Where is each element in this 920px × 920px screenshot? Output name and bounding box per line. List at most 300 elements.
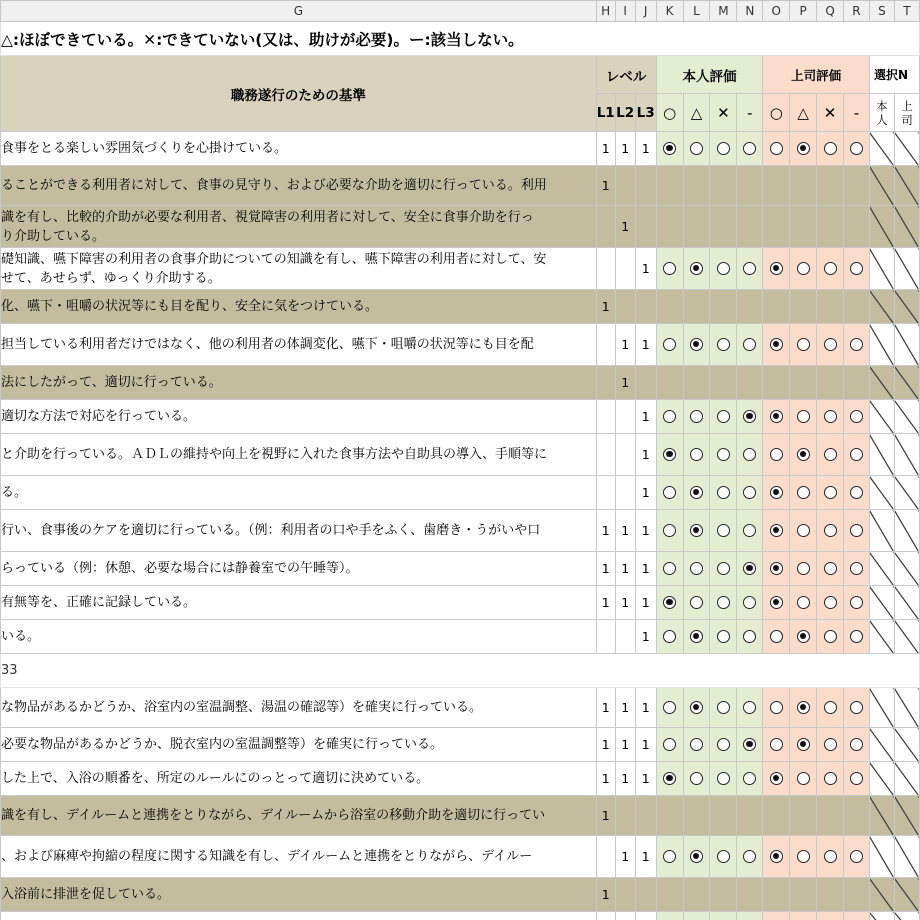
level-1-cell[interactable] xyxy=(596,434,615,476)
boss-eval-cell[interactable] xyxy=(817,586,844,620)
self-eval-radio[interactable] xyxy=(743,338,756,351)
criteria-text[interactable] xyxy=(1,366,597,400)
criteria-text[interactable] xyxy=(1,728,597,762)
boss-eval-cell[interactable] xyxy=(844,166,870,206)
self-eval-radio[interactable] xyxy=(743,772,756,785)
self-eval-cell[interactable] xyxy=(683,688,710,728)
self-eval-radio[interactable] xyxy=(743,562,756,575)
boss-eval-radio[interactable] xyxy=(824,338,837,351)
boss-eval-radio[interactable] xyxy=(824,738,837,751)
self-mark-partial[interactable]: △ xyxy=(683,94,710,132)
boss-eval-header[interactable]: 上司評価 xyxy=(763,56,870,94)
self-eval-radio[interactable] xyxy=(717,562,730,575)
level-3-cell[interactable]: 1 xyxy=(635,324,656,366)
self-eval-cell[interactable] xyxy=(710,476,737,510)
select-no-cell[interactable] xyxy=(894,688,919,728)
self-eval-radio[interactable] xyxy=(663,262,676,275)
boss-eval-radio[interactable] xyxy=(797,524,810,537)
self-eval-cell[interactable] xyxy=(656,510,683,552)
criteria-text[interactable] xyxy=(1,510,597,552)
criteria-text[interactable] xyxy=(1,796,597,836)
level-1-cell[interactable] xyxy=(596,476,615,510)
boss-eval-cell[interactable] xyxy=(790,762,817,796)
boss-eval-cell[interactable] xyxy=(844,434,870,476)
boss-eval-radio[interactable] xyxy=(824,262,837,275)
self-eval-cell[interactable] xyxy=(683,434,710,476)
self-eval-radio[interactable] xyxy=(743,630,756,643)
col-header-J[interactable]: J xyxy=(635,1,656,22)
self-eval-radio[interactable] xyxy=(743,142,756,155)
self-eval-cell[interactable] xyxy=(683,166,710,206)
select-no-cell[interactable] xyxy=(869,552,894,586)
level-2-cell[interactable]: 1 xyxy=(615,728,635,762)
boss-eval-radio[interactable] xyxy=(770,448,783,461)
select-no-cell[interactable] xyxy=(869,728,894,762)
level-3-cell[interactable]: 1 xyxy=(635,620,656,654)
self-eval-cell[interactable] xyxy=(710,762,737,796)
self-eval-cell[interactable] xyxy=(656,324,683,366)
self-eval-header[interactable]: 本人評価 xyxy=(656,56,763,94)
boss-eval-cell[interactable] xyxy=(790,434,817,476)
select-no-cell[interactable] xyxy=(894,366,919,400)
boss-eval-radio[interactable] xyxy=(770,850,783,863)
select-no-cell[interactable] xyxy=(894,166,919,206)
boss-eval-radio[interactable] xyxy=(770,701,783,714)
select-no-cell[interactable] xyxy=(894,248,919,290)
level-1-cell[interactable]: 1 xyxy=(596,166,615,206)
level-2-cell[interactable] xyxy=(615,796,635,836)
self-eval-radio[interactable] xyxy=(663,410,676,423)
self-eval-cell[interactable] xyxy=(737,400,763,434)
boss-eval-radio[interactable] xyxy=(850,701,863,714)
self-eval-radio[interactable] xyxy=(717,486,730,499)
self-eval-cell[interactable] xyxy=(737,620,763,654)
select-no-cell[interactable] xyxy=(869,586,894,620)
self-eval-cell[interactable] xyxy=(737,552,763,586)
boss-eval-radio[interactable] xyxy=(850,410,863,423)
level-3-cell[interactable]: 1 xyxy=(635,728,656,762)
select-no-cell[interactable] xyxy=(894,206,919,248)
boss-eval-radio[interactable] xyxy=(797,410,810,423)
col-header-I[interactable]: I xyxy=(615,1,635,22)
col-header-O[interactable]: O xyxy=(763,1,790,22)
level-1-cell[interactable]: 1 xyxy=(596,878,615,912)
self-eval-cell[interactable] xyxy=(656,796,683,836)
boss-eval-cell[interactable] xyxy=(844,366,870,400)
select-no-cell[interactable] xyxy=(894,912,919,920)
level-1-cell[interactable] xyxy=(596,206,615,248)
boss-mark-na[interactable]: - xyxy=(844,94,870,132)
self-eval-radio[interactable] xyxy=(717,596,730,609)
criteria-text[interactable] xyxy=(1,132,597,166)
select-no-cell[interactable] xyxy=(894,434,919,476)
criteria-text[interactable] xyxy=(1,400,597,434)
self-eval-radio[interactable] xyxy=(690,486,703,499)
level-1-cell[interactable]: 1 xyxy=(596,688,615,728)
boss-eval-cell[interactable] xyxy=(790,324,817,366)
level-header[interactable]: レベル xyxy=(596,56,656,94)
self-eval-cell[interactable] xyxy=(710,728,737,762)
self-eval-radio[interactable] xyxy=(743,596,756,609)
boss-eval-radio[interactable] xyxy=(850,262,863,275)
self-eval-cell[interactable] xyxy=(683,796,710,836)
boss-eval-cell[interactable] xyxy=(844,796,870,836)
boss-eval-radio[interactable] xyxy=(770,410,783,423)
boss-eval-cell[interactable] xyxy=(844,836,870,878)
level-1-cell[interactable] xyxy=(596,620,615,654)
criteria-text[interactable] xyxy=(1,836,597,878)
boss-eval-cell[interactable] xyxy=(790,366,817,400)
boss-eval-radio[interactable] xyxy=(797,596,810,609)
self-eval-cell[interactable] xyxy=(710,206,737,248)
self-eval-cell[interactable] xyxy=(737,836,763,878)
self-eval-radio[interactable] xyxy=(663,524,676,537)
level-2-cell[interactable]: 1 xyxy=(615,206,635,248)
self-eval-cell[interactable] xyxy=(683,290,710,324)
level-2-cell[interactable] xyxy=(615,166,635,206)
self-eval-cell[interactable] xyxy=(683,878,710,912)
boss-eval-cell[interactable] xyxy=(763,400,790,434)
level-3-cell[interactable] xyxy=(635,366,656,400)
select-no-cell[interactable] xyxy=(869,248,894,290)
self-eval-cell[interactable] xyxy=(737,796,763,836)
boss-eval-radio[interactable] xyxy=(770,738,783,751)
level-3-cell[interactable] xyxy=(635,206,656,248)
level-3-cell[interactable]: 1 xyxy=(635,132,656,166)
self-eval-radio[interactable] xyxy=(663,772,676,785)
self-eval-cell[interactable] xyxy=(683,400,710,434)
self-eval-cell[interactable] xyxy=(737,912,763,920)
self-eval-cell[interactable] xyxy=(710,166,737,206)
self-eval-cell[interactable] xyxy=(683,836,710,878)
level-3-cell[interactable]: 1 xyxy=(635,586,656,620)
col-header-N[interactable]: N xyxy=(737,1,763,22)
self-eval-radio[interactable] xyxy=(663,738,676,751)
criteria-text[interactable] xyxy=(1,620,597,654)
self-eval-cell[interactable] xyxy=(656,206,683,248)
level-1-cell[interactable] xyxy=(596,248,615,290)
select-no-cell[interactable] xyxy=(869,510,894,552)
self-eval-cell[interactable] xyxy=(710,366,737,400)
boss-eval-radio[interactable] xyxy=(797,486,810,499)
boss-eval-cell[interactable] xyxy=(763,878,790,912)
select-no-cell[interactable] xyxy=(894,796,919,836)
boss-eval-radio[interactable] xyxy=(824,701,837,714)
self-eval-radio[interactable] xyxy=(717,524,730,537)
self-eval-cell[interactable] xyxy=(710,510,737,552)
self-eval-radio[interactable] xyxy=(743,448,756,461)
self-eval-radio[interactable] xyxy=(717,738,730,751)
criteria-text[interactable] xyxy=(1,290,597,324)
self-eval-cell[interactable] xyxy=(656,878,683,912)
select-no-cell[interactable] xyxy=(869,400,894,434)
self-eval-radio[interactable] xyxy=(663,448,676,461)
level-2-cell[interactable] xyxy=(615,434,635,476)
self-eval-cell[interactable] xyxy=(710,912,737,920)
col-header-G[interactable]: G xyxy=(1,1,597,22)
boss-eval-cell[interactable] xyxy=(763,552,790,586)
select-no-cell[interactable] xyxy=(869,836,894,878)
col-header-H[interactable]: H xyxy=(596,1,615,22)
boss-eval-cell[interactable] xyxy=(817,324,844,366)
self-eval-radio[interactable] xyxy=(690,142,703,155)
boss-eval-cell[interactable] xyxy=(790,620,817,654)
boss-eval-cell[interactable] xyxy=(763,620,790,654)
self-eval-radio[interactable] xyxy=(663,338,676,351)
boss-eval-radio[interactable] xyxy=(824,772,837,785)
boss-eval-radio[interactable] xyxy=(850,772,863,785)
select-no-cell[interactable] xyxy=(894,510,919,552)
select-no-cell[interactable] xyxy=(869,166,894,206)
level-1-cell[interactable]: 1 xyxy=(596,510,615,552)
boss-eval-cell[interactable] xyxy=(844,878,870,912)
boss-eval-cell[interactable] xyxy=(844,324,870,366)
self-eval-radio[interactable] xyxy=(690,448,703,461)
boss-eval-cell[interactable] xyxy=(817,510,844,552)
self-eval-cell[interactable] xyxy=(737,586,763,620)
self-eval-cell[interactable] xyxy=(656,290,683,324)
self-eval-cell[interactable] xyxy=(710,248,737,290)
boss-eval-radio[interactable] xyxy=(770,338,783,351)
select-no-cell[interactable] xyxy=(869,878,894,912)
boss-eval-cell[interactable] xyxy=(790,586,817,620)
boss-eval-radio[interactable] xyxy=(824,448,837,461)
self-eval-radio[interactable] xyxy=(663,562,676,575)
boss-eval-radio[interactable] xyxy=(850,486,863,499)
boss-eval-cell[interactable] xyxy=(817,878,844,912)
self-eval-cell[interactable] xyxy=(683,324,710,366)
self-eval-cell[interactable] xyxy=(656,400,683,434)
boss-eval-cell[interactable] xyxy=(817,166,844,206)
boss-eval-cell[interactable] xyxy=(844,728,870,762)
legend-text[interactable]: △:ほぼできている。✕:できていない(又は、助けが必要)。ー:該当しない。 xyxy=(1,22,920,56)
level-1-cell[interactable]: 1 xyxy=(596,586,615,620)
select-no-cell[interactable] xyxy=(869,620,894,654)
level-2-cell[interactable] xyxy=(615,620,635,654)
boss-mark-ok[interactable]: ○ xyxy=(763,94,790,132)
self-mark-no[interactable]: ✕ xyxy=(710,94,737,132)
criteria-text[interactable] xyxy=(1,552,597,586)
col-header-L[interactable]: L xyxy=(683,1,710,22)
boss-eval-cell[interactable] xyxy=(763,206,790,248)
col-header-P[interactable]: P xyxy=(790,1,817,22)
boss-eval-radio[interactable] xyxy=(770,630,783,643)
self-eval-cell[interactable] xyxy=(683,586,710,620)
level-2-cell[interactable] xyxy=(615,878,635,912)
boss-eval-radio[interactable] xyxy=(797,142,810,155)
self-eval-cell[interactable] xyxy=(710,878,737,912)
self-eval-cell[interactable] xyxy=(737,688,763,728)
self-eval-cell[interactable] xyxy=(737,878,763,912)
boss-eval-cell[interactable] xyxy=(817,476,844,510)
boss-eval-radio[interactable] xyxy=(797,701,810,714)
boss-eval-cell[interactable] xyxy=(790,552,817,586)
boss-eval-cell[interactable] xyxy=(844,762,870,796)
select-no-cell[interactable] xyxy=(894,476,919,510)
self-eval-cell[interactable] xyxy=(710,434,737,476)
select-boss-header[interactable]: 上 司 xyxy=(894,94,919,132)
boss-eval-cell[interactable] xyxy=(790,510,817,552)
select-no-cell[interactable] xyxy=(894,728,919,762)
self-eval-cell[interactable] xyxy=(656,586,683,620)
boss-eval-cell[interactable] xyxy=(844,586,870,620)
self-eval-radio[interactable] xyxy=(663,701,676,714)
level-1-cell[interactable] xyxy=(596,400,615,434)
self-eval-radio[interactable] xyxy=(743,738,756,751)
boss-eval-cell[interactable] xyxy=(763,434,790,476)
self-eval-radio[interactable] xyxy=(743,410,756,423)
boss-eval-cell[interactable] xyxy=(817,728,844,762)
self-eval-cell[interactable] xyxy=(656,476,683,510)
boss-eval-cell[interactable] xyxy=(817,912,844,920)
boss-eval-cell[interactable] xyxy=(763,728,790,762)
level-2-cell[interactable]: 1 xyxy=(615,324,635,366)
select-no-cell[interactable] xyxy=(869,290,894,324)
boss-eval-radio[interactable] xyxy=(770,486,783,499)
self-eval-cell[interactable] xyxy=(710,586,737,620)
boss-eval-cell[interactable] xyxy=(817,290,844,324)
criteria-text[interactable] xyxy=(1,248,597,290)
level-3-cell[interactable]: 1 xyxy=(635,434,656,476)
level-2-cell[interactable] xyxy=(615,912,635,920)
boss-eval-cell[interactable] xyxy=(844,206,870,248)
boss-eval-radio[interactable] xyxy=(770,524,783,537)
boss-eval-radio[interactable] xyxy=(797,338,810,351)
self-eval-cell[interactable] xyxy=(656,434,683,476)
boss-eval-cell[interactable] xyxy=(790,206,817,248)
boss-eval-cell[interactable] xyxy=(817,132,844,166)
boss-eval-cell[interactable] xyxy=(763,324,790,366)
boss-eval-radio[interactable] xyxy=(850,630,863,643)
select-no-cell[interactable] xyxy=(869,132,894,166)
self-eval-radio[interactable] xyxy=(717,630,730,643)
self-eval-cell[interactable] xyxy=(737,762,763,796)
level-1-cell[interactable]: 1 xyxy=(596,552,615,586)
select-no-cell[interactable] xyxy=(869,688,894,728)
level-3-cell[interactable]: 1 xyxy=(635,836,656,878)
boss-eval-cell[interactable] xyxy=(790,132,817,166)
self-eval-radio[interactable] xyxy=(690,410,703,423)
boss-eval-cell[interactable] xyxy=(844,912,870,920)
self-eval-radio[interactable] xyxy=(690,850,703,863)
self-eval-cell[interactable] xyxy=(683,552,710,586)
boss-eval-radio[interactable] xyxy=(824,524,837,537)
boss-eval-cell[interactable] xyxy=(763,166,790,206)
self-eval-cell[interactable] xyxy=(710,796,737,836)
col-header-M[interactable]: M xyxy=(710,1,737,22)
select-no-header[interactable]: 選択N xyxy=(869,56,919,94)
boss-eval-radio[interactable] xyxy=(797,562,810,575)
self-eval-cell[interactable] xyxy=(737,132,763,166)
self-eval-cell[interactable] xyxy=(656,762,683,796)
level-2-cell[interactable]: 1 xyxy=(615,836,635,878)
criteria-text[interactable] xyxy=(1,586,597,620)
self-eval-cell[interactable] xyxy=(683,248,710,290)
self-eval-cell[interactable] xyxy=(683,728,710,762)
select-no-cell[interactable] xyxy=(894,290,919,324)
boss-eval-radio[interactable] xyxy=(797,772,810,785)
boss-eval-cell[interactable] xyxy=(790,248,817,290)
self-eval-cell[interactable] xyxy=(656,688,683,728)
self-mark-ok[interactable]: ○ xyxy=(656,94,683,132)
boss-eval-radio[interactable] xyxy=(824,850,837,863)
level-3-cell[interactable]: 1 xyxy=(635,476,656,510)
boss-eval-cell[interactable] xyxy=(844,688,870,728)
level-3-cell[interactable] xyxy=(635,796,656,836)
select-no-cell[interactable] xyxy=(894,552,919,586)
self-eval-cell[interactable] xyxy=(656,728,683,762)
self-eval-radio[interactable] xyxy=(690,630,703,643)
boss-eval-radio[interactable] xyxy=(797,738,810,751)
level-2-cell[interactable] xyxy=(615,290,635,324)
select-no-cell[interactable] xyxy=(894,324,919,366)
boss-eval-cell[interactable] xyxy=(817,366,844,400)
boss-eval-cell[interactable] xyxy=(817,836,844,878)
self-eval-cell[interactable] xyxy=(737,366,763,400)
self-eval-radio[interactable] xyxy=(717,701,730,714)
self-eval-cell[interactable] xyxy=(710,836,737,878)
boss-mark-no[interactable]: ✕ xyxy=(817,94,844,132)
level-2-cell[interactable] xyxy=(615,248,635,290)
level-3-cell[interactable]: 1 xyxy=(635,688,656,728)
select-no-cell[interactable] xyxy=(869,796,894,836)
boss-eval-cell[interactable] xyxy=(844,620,870,654)
level-2-cell[interactable]: 1 xyxy=(615,132,635,166)
level-1-cell[interactable]: 1 xyxy=(596,762,615,796)
level-3-cell[interactable]: 1 xyxy=(635,400,656,434)
boss-eval-cell[interactable] xyxy=(817,248,844,290)
boss-eval-radio[interactable] xyxy=(770,562,783,575)
boss-eval-cell[interactable] xyxy=(763,510,790,552)
criteria-text[interactable] xyxy=(1,912,597,920)
self-eval-radio[interactable] xyxy=(743,524,756,537)
section-label[interactable]: 33 xyxy=(1,654,920,688)
boss-eval-radio[interactable] xyxy=(824,596,837,609)
boss-eval-cell[interactable] xyxy=(817,206,844,248)
col-header-S[interactable]: S xyxy=(869,1,894,22)
level-1-cell[interactable]: 1 xyxy=(596,290,615,324)
select-no-cell[interactable] xyxy=(894,878,919,912)
self-eval-cell[interactable] xyxy=(710,620,737,654)
self-eval-cell[interactable] xyxy=(737,248,763,290)
select-no-cell[interactable] xyxy=(869,434,894,476)
col-header-T[interactable]: T xyxy=(894,1,919,22)
self-eval-cell[interactable] xyxy=(683,132,710,166)
self-eval-cell[interactable] xyxy=(683,762,710,796)
self-eval-cell[interactable] xyxy=(683,476,710,510)
level-1-cell[interactable] xyxy=(596,912,615,920)
criteria-text[interactable] xyxy=(1,476,597,510)
boss-eval-radio[interactable] xyxy=(824,562,837,575)
level-3-header[interactable]: L3 xyxy=(635,94,656,132)
criteria-header[interactable]: 職務遂行のための基準 xyxy=(1,56,597,132)
self-eval-cell[interactable] xyxy=(737,510,763,552)
select-no-cell[interactable] xyxy=(869,912,894,920)
boss-eval-radio[interactable] xyxy=(850,142,863,155)
self-eval-cell[interactable] xyxy=(656,166,683,206)
self-eval-radio[interactable] xyxy=(717,410,730,423)
self-eval-radio[interactable] xyxy=(690,562,703,575)
boss-eval-radio[interactable] xyxy=(850,338,863,351)
self-eval-radio[interactable] xyxy=(663,142,676,155)
boss-eval-radio[interactable] xyxy=(770,596,783,609)
boss-eval-cell[interactable] xyxy=(817,688,844,728)
boss-eval-cell[interactable] xyxy=(844,510,870,552)
level-2-cell[interactable]: 1 xyxy=(615,762,635,796)
self-eval-radio[interactable] xyxy=(690,338,703,351)
self-eval-radio[interactable] xyxy=(717,338,730,351)
self-eval-cell[interactable] xyxy=(710,688,737,728)
